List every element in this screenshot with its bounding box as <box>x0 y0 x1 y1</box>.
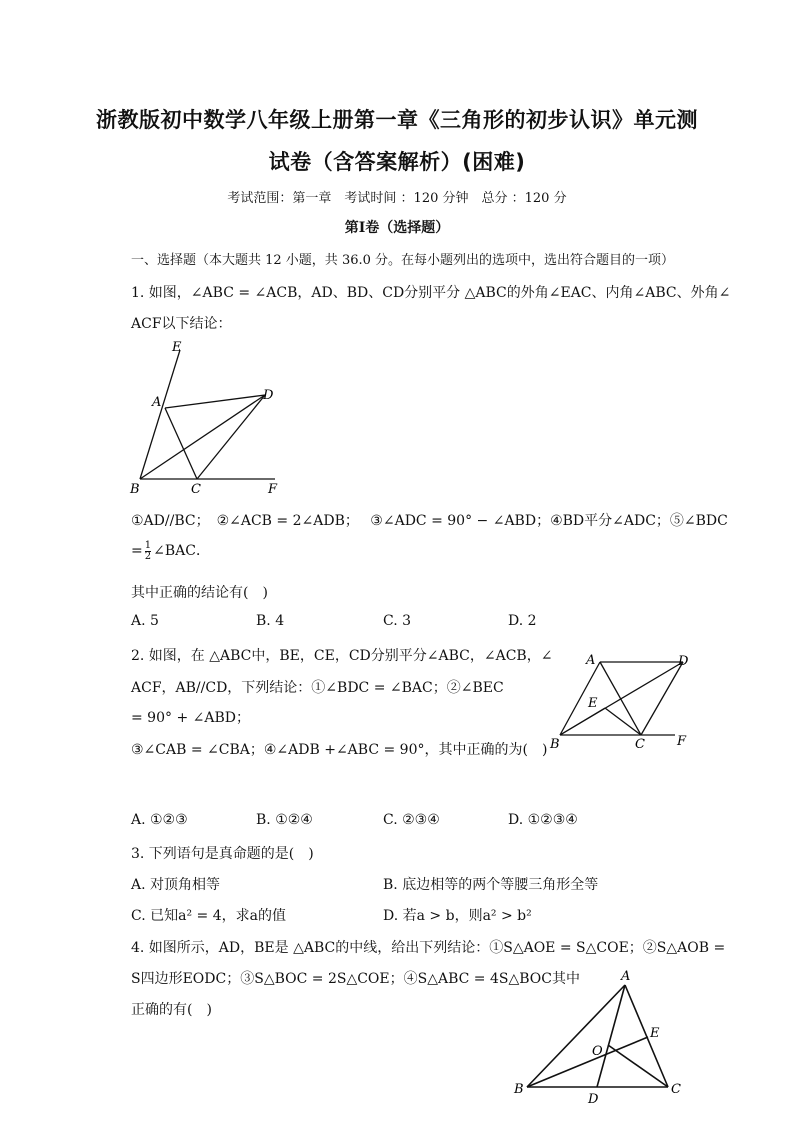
q2-label-F: F <box>677 734 687 749</box>
q3-option-c[interactable]: C. 已知a² = 4，求a的值 <box>131 908 286 924</box>
q4-label-C: C <box>671 1082 681 1097</box>
q1-question: 其中正确的结论有( ) <box>131 585 268 601</box>
page-title-line2: 试卷（含答案解析）(困难) <box>268 150 526 174</box>
q1-label-B: B <box>130 482 140 497</box>
q4-label-D: D <box>588 1092 599 1107</box>
q4-text-line3: 正确的有( ) <box>131 1002 212 1018</box>
q1-option-c[interactable]: C. 3 <box>383 613 412 629</box>
q1-frac-den: 2 <box>144 550 152 562</box>
q4-text-line1: 4. 如图所示，AD，BE是 △ABC的中线，给出下列结论：①S△AOE = S△COE；②S△AOB = <box>131 940 726 956</box>
q4-figure <box>505 965 695 1110</box>
q3-option-a[interactable]: A. 对顶角相等 <box>131 877 221 893</box>
q1-option-b[interactable]: B. 4 <box>256 613 285 629</box>
q1-label-D: D <box>263 388 274 403</box>
q1-label-A: A <box>152 395 162 410</box>
q2-line-CD <box>641 662 683 735</box>
q1-figure <box>125 338 290 500</box>
q2-label-E: E <box>588 696 598 711</box>
q1-label-E: E <box>172 340 182 355</box>
q2-text-line1: 2. 如图，在 △ABC中，BE，CE，CD分别平分∠ABC，∠ACB，∠ <box>131 648 553 664</box>
q3-option-b[interactable]: B. 底边相等的两个等腰三角形全等 <box>383 877 599 893</box>
q2-option-c[interactable]: C. ②③④ <box>383 812 440 828</box>
q2-figure <box>545 650 695 755</box>
q1-frac-num: 1 <box>144 539 152 551</box>
q1-equals: = <box>131 543 143 559</box>
q4-label-O: O <box>592 1044 603 1059</box>
q1-line-AD <box>165 395 265 408</box>
q1-statements-cont: ∠BAC． <box>153 543 210 559</box>
q2-line-CE <box>605 708 641 735</box>
q2-label-C: C <box>635 737 645 752</box>
q1-statements: ①AD//BC； ②∠ACB = 2∠ADB； ③∠ADC = 90° − ∠ABD；④BD平分∠ADC；⑤∠BDC <box>131 513 728 529</box>
q1-text-line1: 1. 如图，∠ABC = ∠ACB，AD、BD、CD分别平分 △ABC的外角∠EAC、内角∠ABC、外角∠ <box>131 285 731 301</box>
q2-option-a[interactable]: A. ①②③ <box>131 812 188 828</box>
q1-label-C: C <box>191 482 201 497</box>
volume-heading: 第Ⅰ卷（选择题） <box>344 220 450 236</box>
q2-text-line3: = 90° + ∠ABD； <box>131 710 250 726</box>
q2-label-D: D <box>678 654 689 669</box>
q2-label-B: B <box>550 737 560 752</box>
q1-statements-cont-line <box>131 540 210 562</box>
page-title-line1: 浙教版初中数学八年级上册第一章《三角形的初步认识》单元测 <box>96 108 698 132</box>
q4-label-E: E <box>650 1026 660 1041</box>
q3-text-line1: 3. 下列语句是真命题的是( ) <box>131 846 314 862</box>
q3-option-d[interactable]: D. 若a > b，则a² > b² <box>383 908 532 924</box>
section-heading: 一、选择题（本大题共 12 小题，共 36.0 分。在每小题列出的选项中，选出符合题目的一项） <box>131 253 675 268</box>
q1-option-a[interactable]: A. 5 <box>131 613 159 629</box>
q1-line-BE <box>140 350 180 479</box>
q4-label-A: A <box>621 969 631 984</box>
exam-meta: 考试范围：第一章 考试时间 ：120 分钟 总分 ：120 分 <box>227 191 567 206</box>
q1-label-F: F <box>268 482 278 497</box>
q2-label-A: A <box>586 653 596 668</box>
q2-text-line2: ACF，AB//CD，下列结论：①∠BDC = ∠BAC；②∠BEC <box>131 680 504 696</box>
q2-option-b[interactable]: B. ①②④ <box>256 812 313 828</box>
q1-fraction <box>145 541 151 562</box>
q4-label-B: B <box>514 1082 524 1097</box>
q2-text-line4: ③∠CAB = ∠CBA；④∠ADB +∠ABC = 90°，其中正确的为( ) <box>131 742 548 758</box>
q1-option-d[interactable]: D. 2 <box>508 613 537 629</box>
q4-text-line2: S四边形EODC；③S△BOC = 2S△COE；④S△ABC = 4S△BOC其中 <box>131 971 580 987</box>
q1-line-CD <box>197 395 265 479</box>
q1-text-line2: ACF以下结论： <box>131 316 232 332</box>
q2-option-d[interactable]: D. ①②③④ <box>508 812 578 828</box>
q4-line-BE <box>527 1037 648 1087</box>
